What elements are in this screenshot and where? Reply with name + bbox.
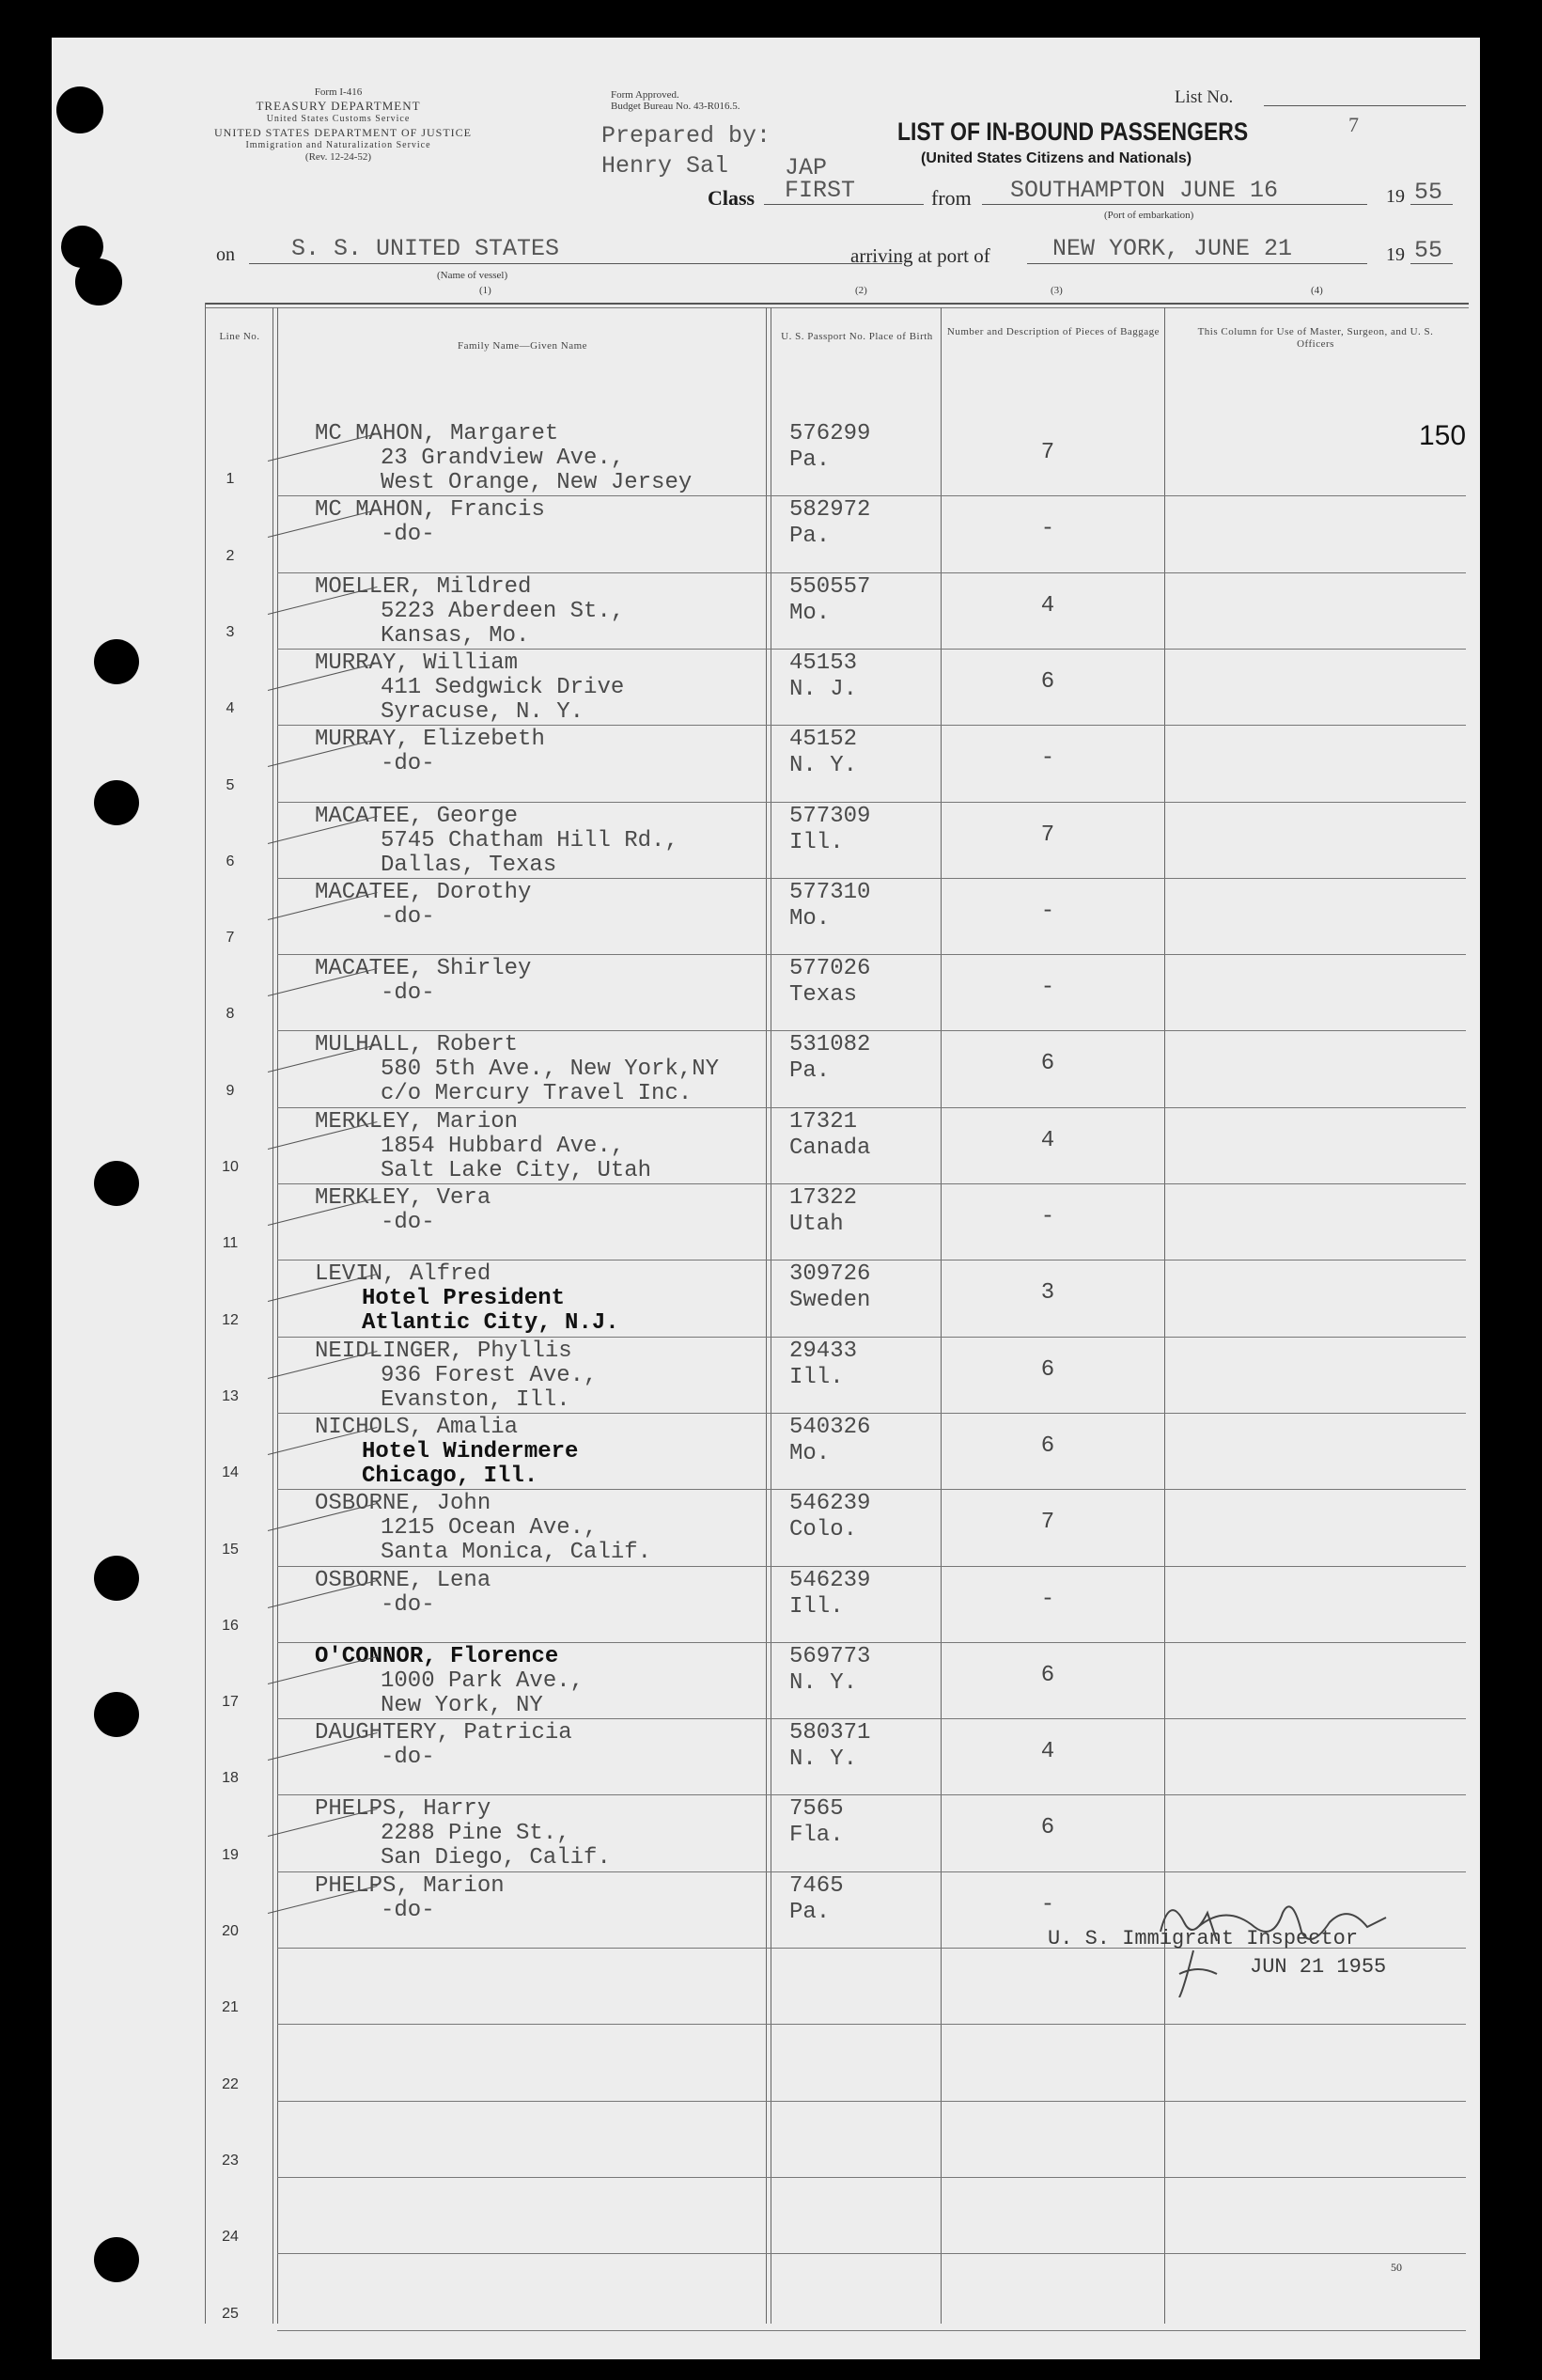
port-embarkation-caption: (Port of embarkation) [1104,210,1194,221]
passenger-name: MOELLER, Mildred [315,573,532,600]
list-no-line [1264,105,1466,106]
line-number: 10 [222,1159,239,1175]
baggage-count: 6 [1040,668,1055,695]
row-divider [277,649,1466,650]
table-top-border [205,303,1469,305]
passenger-name: MACATEE, George [315,803,519,829]
header-officers: This Column for Use of Master, Surgeon, and U. S. Officers [1197,326,1434,350]
line-number: 22 [222,2075,239,2092]
col-3-label: (3) [1051,285,1063,296]
line-number: 23 [222,2152,239,2169]
row-divider [277,2177,1466,2178]
line-number: 25 [222,2305,239,2322]
punch-hole [75,258,122,305]
line-number: 21 [222,1999,239,2016]
passenger-name: NEIDLINGER, Phyllis [315,1338,572,1364]
year-2: 55 [1414,237,1443,264]
punch-hole [94,639,139,684]
passport-number: 29433 [789,1338,858,1364]
form-page [52,38,1480,2359]
line-number: 6 [226,853,235,869]
passenger-address-2: New York, NY [381,1692,543,1718]
arriving-label: arriving at port of [850,244,990,267]
passenger-name: MC MAHON, Francis [315,497,545,524]
place-of-birth: Pa. [789,1899,831,1925]
row-divider [277,725,1466,726]
line-number: 7 [226,930,235,947]
passenger-address-1: -do- [381,522,435,548]
year-1: 55 [1414,179,1443,206]
row-divider [277,802,1466,803]
line-number: 8 [226,1006,235,1023]
passport-number: 582972 [789,497,871,524]
passport-number: 7465 [789,1872,844,1899]
passport-number: 576299 [789,421,871,446]
vessel-name: S. S. UNITED STATES [291,235,560,262]
from-label: from [931,186,972,210]
place-of-birth: Ill. [789,1593,844,1620]
row-divider [277,1794,1466,1795]
baggage-count: - [1040,975,1055,1001]
passenger-name: MACATEE, Dorothy [315,879,532,905]
year-prefix-1: 19 [1386,186,1405,207]
col-divider-3 [941,307,942,2324]
passenger-address-1: 23 Grandview Ave., [381,446,625,471]
place-of-birth: N. Y. [789,1669,858,1696]
place-of-birth: Mo. [789,600,831,626]
passport-number: 17322 [789,1185,858,1211]
line-number: 13 [222,1387,239,1404]
passenger-address-1: -do- [381,1210,435,1235]
place-of-birth: Fla. [789,1823,844,1849]
punch-hole [94,780,139,825]
baggage-count: 7 [1040,440,1055,465]
header-name: Family Name—Given Name [457,340,588,352]
passenger-address-1: -do- [381,1745,435,1771]
corner-code: 50 [1391,2261,1402,2274]
passenger-name: OSBORNE, John [315,1491,491,1517]
place-of-birth: N. J. [789,676,858,702]
col-2-label: (2) [855,285,867,296]
header-baggage: Number and Description of Pieces of Baggage [946,326,1160,337]
passport-number: 309726 [789,1261,871,1288]
row-divider [277,1183,1466,1184]
vessel-line [249,263,902,264]
passenger-address-2: San Diego, Calif. [381,1845,611,1871]
class-value: FIRST [785,177,856,204]
table-left-border [205,303,206,2324]
place-of-birth: Mo. [789,905,831,932]
preparer-initials: JAP [785,154,828,181]
baggage-count: 7 [1040,1510,1055,1536]
inspector-signature [1142,1885,1452,1997]
punch-hole [94,1692,139,1737]
passport-number: 45153 [789,650,858,676]
baggage-count: 4 [1040,1739,1055,1765]
row-divider [277,1107,1466,1108]
baggage-count: - [1040,1586,1055,1612]
treasury-dept: TREASURY DEPARTMENT [256,99,421,113]
list-no-label: List No. [1175,87,1234,107]
passenger-address-2: Kansas, Mo. [381,622,530,649]
passenger-address-1: -do- [381,1591,435,1618]
list-no-value: 7 [1348,113,1359,136]
preparer-name: Henry Sal [601,152,729,180]
officer-note: 150 [1419,420,1467,451]
inspector-date: JUN 21 1955 [1250,1955,1387,1979]
line-number: 5 [226,776,235,793]
passport-number: 577309 [789,803,871,829]
col-divider-1b [277,307,278,2324]
line-number: 9 [226,1082,235,1099]
passenger-name: MULHALL, Robert [315,1032,519,1058]
passenger-name: DAUGHTERY, Patricia [315,1720,572,1746]
baggage-count: 6 [1040,1815,1055,1841]
passenger-name: MURRAY, Elizebeth [315,727,545,753]
prepared-by: Prepared by: [601,122,771,149]
form-approved: Form Approved. [611,89,679,101]
passenger-address-1: 411 Sedgwick Drive [381,674,625,700]
passenger-address-1: 580 5th Ave., New York,NY [381,1057,720,1083]
line-number: 20 [222,1923,239,1939]
row-divider [277,2253,1466,2254]
passport-number: 546239 [789,1491,871,1517]
line-number: 15 [222,1541,239,1558]
baggage-count: 6 [1040,1356,1055,1383]
passenger-address-2: Chicago, Ill. [362,1463,538,1489]
passenger-name: MC MAHON, Margaret [315,421,559,446]
passenger-name: MACATEE, Shirley [315,956,532,982]
passenger-name: LEVIN, Alfred [315,1261,491,1288]
row-divider [277,2330,1466,2331]
col-4-label: (4) [1311,285,1323,296]
passenger-address-1: -do- [381,1897,435,1923]
baggage-count: 4 [1040,1127,1055,1153]
justice-dept: UNITED STATES DEPARTMENT OF JUSTICE [213,126,472,139]
col-divider-2 [766,307,767,2324]
line-number: 18 [222,1770,239,1787]
passport-number: 7565 [789,1796,844,1823]
passenger-address-2: West Orange, New Jersey [381,470,693,495]
from-value: SOUTHAMPTON JUNE 16 [1010,177,1279,204]
passenger-address-1: Hotel President [362,1286,566,1312]
row-divider [277,1489,1466,1490]
passenger-name: MERKLEY, Vera [315,1185,491,1211]
baggage-count: - [1040,745,1055,772]
line-number: 2 [226,547,235,564]
line-number: 14 [222,1464,239,1481]
place-of-birth: Ill. [789,1364,844,1390]
passenger-address-2: Atlantic City, N.J. [362,1310,619,1337]
line-number: 11 [222,1235,239,1252]
class-label: Class [708,186,755,210]
passport-number: 17321 [789,1108,858,1135]
line-number: 12 [222,1311,239,1328]
baggage-count: 3 [1040,1280,1055,1307]
passenger-address-1: -do- [381,980,435,1007]
arriving-line [1027,263,1367,264]
place-of-birth: Sweden [789,1288,871,1314]
passenger-name: O'CONNOR, Florence [315,1643,559,1669]
punch-hole [94,1556,139,1601]
baggage-count: - [1040,1891,1055,1918]
line-number: 19 [222,1846,239,1863]
place-of-birth: N. Y. [789,753,858,779]
baggage-count: 6 [1040,1662,1055,1688]
passenger-name: NICHOLS, Amalia [315,1414,519,1440]
passport-number: 540326 [789,1414,871,1440]
place-of-birth: Pa. [789,447,831,473]
from-line [982,204,1367,205]
col-1-label: (1) [479,285,491,296]
line-number: 3 [226,623,235,640]
inspector-stamp: U. S. Immigrant Inspector [1048,1927,1359,1950]
form-number: Form I-416 [314,86,363,98]
passenger-address-2: c/o Mercury Travel Inc. [381,1081,693,1107]
place-of-birth: Canada [789,1135,871,1161]
passenger-name: MURRAY, William [315,650,519,676]
passport-number: 569773 [789,1643,871,1669]
passenger-address-1: Hotel Windermere [362,1438,579,1464]
baggage-count: - [1040,516,1055,542]
customs-service: United States Customs Service [266,114,411,124]
passenger-address-1: 1215 Ocean Ave., [381,1515,598,1542]
line-number: 4 [226,700,235,717]
passport-number: 580371 [789,1720,871,1746]
passenger-address-2: Dallas, Texas [381,852,557,878]
passenger-address-1: -do- [381,903,435,930]
passport-number: 531082 [789,1032,871,1058]
passport-number: 546239 [789,1567,871,1593]
passenger-address-1: 1854 Hubbard Ave., [381,1133,625,1159]
baggage-count: 7 [1040,822,1055,848]
punch-hole [94,1161,139,1206]
passenger-address-1: 5223 Aberdeen St., [381,598,625,624]
passenger-name: PHELPS, Harry [315,1796,491,1823]
passenger-name: OSBORNE, Lena [315,1567,491,1593]
place-of-birth: Pa. [789,524,831,550]
place-of-birth: Texas [789,982,858,1009]
row-divider [277,1337,1466,1338]
row-divider [277,572,1466,573]
passport-number: 577026 [789,956,871,982]
line-number: 17 [222,1694,239,1711]
passenger-address-1: -do- [381,751,435,777]
passport-number: 45152 [789,727,858,753]
passenger-address-1: 2288 Pine St., [381,1821,570,1847]
baggage-count: 6 [1040,1433,1055,1459]
place-of-birth: Pa. [789,1058,831,1085]
passenger-address-2: Salt Lake City, Utah [381,1157,652,1183]
header-line-no: Line No. [219,331,260,342]
place-of-birth: Ill. [789,829,844,855]
ins-service: Immigration and Naturalization Service [245,140,431,150]
passenger-address-1: 5745 Chatham Hill Rd., [381,827,678,853]
list-subtitle: (United States Citizens and Nationals) [921,150,1192,166]
year-prefix-2: 19 [1386,244,1405,265]
col-divider-4 [1164,307,1165,2324]
row-divider [277,878,1466,879]
passenger-address-1: 1000 Park Ave., [381,1668,584,1694]
baggage-count: - [1040,898,1055,924]
line-number: 1 [226,471,235,488]
row-divider [277,1566,1466,1567]
passport-number: 577310 [789,879,871,905]
passenger-address-1: 936 Forest Ave., [381,1362,598,1388]
passenger-name: MERKLEY, Marion [315,1108,519,1135]
row-divider [277,1413,1466,1414]
passenger-address-2: Santa Monica, Calif. [381,1540,652,1566]
place-of-birth: Mo. [789,1440,831,1466]
row-divider [277,495,1466,496]
table-top-border-2 [205,307,1469,308]
line-number: 16 [222,1617,239,1634]
punch-hole [94,2237,139,2282]
passenger-address-2: Evanston, Ill. [381,1386,570,1413]
row-divider [277,1871,1466,1872]
row-divider [277,2024,1466,2025]
baggage-count: 4 [1040,592,1055,618]
row-divider [277,1718,1466,1719]
line-number: 24 [222,2229,239,2246]
passenger-address-2: Syracuse, N. Y. [381,698,584,725]
on-label: on [216,244,235,265]
baggage-count: - [1040,1204,1055,1229]
row-divider [277,1030,1466,1031]
vessel-caption: (Name of vessel) [437,270,508,281]
passenger-name: PHELPS, Marion [315,1872,505,1899]
list-title: LIST OF IN-BOUND PASSENGERS [897,117,1249,146]
row-divider [277,954,1466,955]
arriving-value: NEW YORK, JUNE 21 [1052,235,1293,262]
revision-date: (Rev. 12-24-52) [304,151,372,163]
class-line [764,204,924,205]
budget-bureau: Budget Bureau No. 43-R016.5. [611,101,740,112]
place-of-birth: Utah [789,1212,844,1237]
row-divider [277,2101,1466,2102]
header-passport: U. S. Passport No. Place of Birth [781,331,933,342]
row-divider [277,1642,1466,1643]
punch-hole [56,86,103,133]
passport-number: 550557 [789,573,871,600]
baggage-count: 6 [1040,1051,1055,1077]
place-of-birth: Colo. [789,1517,858,1543]
place-of-birth: N. Y. [789,1746,858,1773]
